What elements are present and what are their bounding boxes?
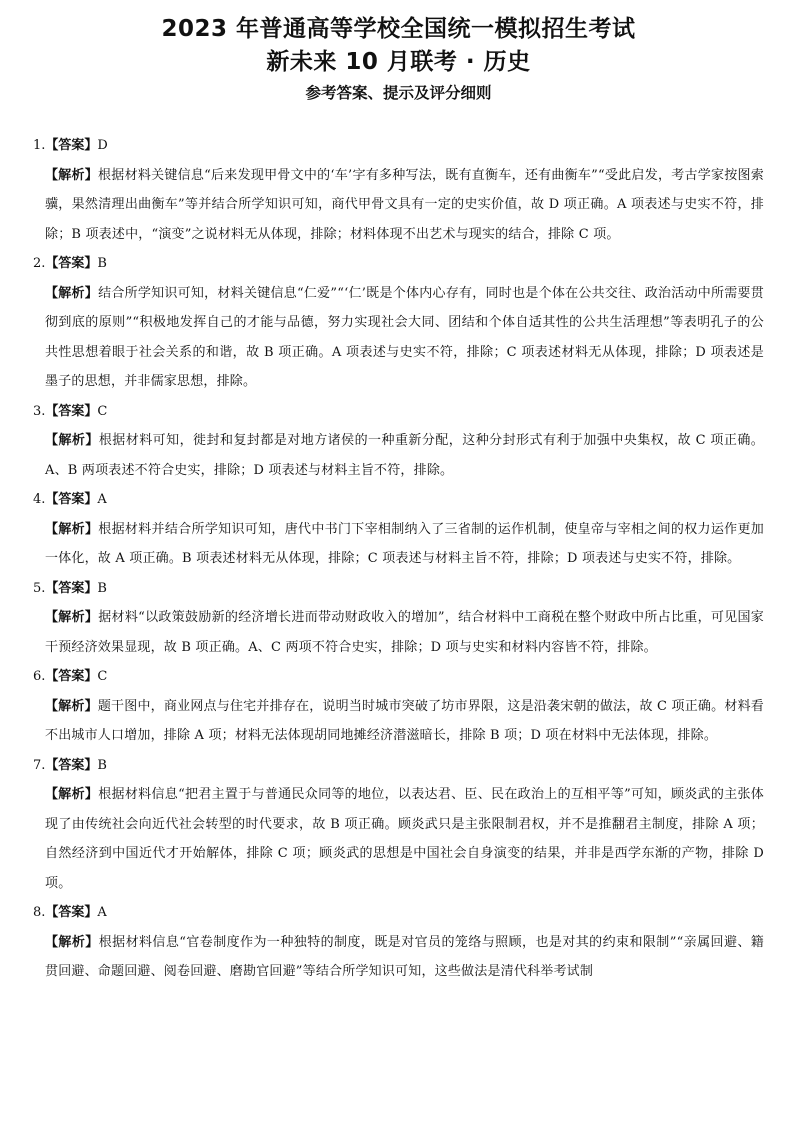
answer-tag: 【答案】	[45, 669, 98, 684]
answer-value: C	[97, 669, 108, 684]
page-title: 2023 年普通高等学校全国统一模拟招生考试	[161, 16, 636, 42]
answer-line	[33, 397, 764, 427]
answer-tag: 【答案】	[45, 905, 98, 920]
analysis-text: 结合所学知识可知，材料关键信息“仁爱”“‘仁’既是个体内心存有，同时也是个体在公共交往、政治活动中所需要贯彻到底的原则”“积极地发挥自己的才能与品德，努力实现社会大同、团结和个体自适其性的公共生活理想”等表明孔子的公共性思想着眼于社会关系的和谐，故 B 项正确。A 项表述与史实不符，排除；C 项表述材料无从体现，排除；D 项表述是墨子的思想，并非儒家思想，排除。	[45, 285, 764, 389]
analysis-paragraph	[33, 426, 764, 485]
analysis-paragraph	[33, 161, 764, 250]
question-item-3	[33, 397, 764, 486]
analysis-paragraph	[33, 928, 764, 987]
answer-tag: 【答案】	[45, 757, 98, 773]
analysis-text: 根据材料信息“把君主置于与普通民众同等的地位，以表达君、臣、民在政治上的互相平等”可知，顾炎武的主张体现了由传统社会向近代社会转型的时代要求，故 B 项正确。顾炎武只是主张限制君权，并不是推翻君主制度，排除 A 项；自然经济到中国近代才开始解体，排除 C 项；顾炎武的思想是中国社会自身演变的结果，并非是西学东渐的产物，排除 D 项。	[45, 787, 764, 891]
answer-value: B	[97, 256, 107, 271]
question-number: 3.	[33, 403, 46, 419]
answer-line	[33, 485, 764, 515]
question-number: 1.	[33, 138, 46, 153]
answer-tag: 【答案】	[45, 256, 98, 271]
question-item-6	[33, 662, 764, 751]
answer-value: B	[97, 757, 107, 773]
answer-value: B	[97, 580, 107, 596]
question-item-8	[33, 898, 764, 987]
analysis-tag: 【解析】	[45, 934, 99, 950]
analysis-tag: 【解析】	[45, 698, 98, 714]
analysis-text: 根据材料关键信息“后来发现甲骨文中的‘车’字有多种写法，既有直衡车，还有曲衡车”“受此启发，考古学家按图索骥，果然清理出曲衡车”等并结合所学知识可知，商代甲骨文具有一定的史实价值，故 D 项正确。A 项表述与史实不符，排除；B 项表述中，“演变”之说材料无从体现，排除；材料体现不出艺术与现实的结合，排除 C 项。	[45, 167, 764, 242]
answer-tag: 【答案】	[45, 492, 98, 507]
analysis-paragraph	[33, 780, 764, 898]
question-number: 5.	[33, 580, 46, 596]
analysis-text: 根据材料信息“官卷制度作为一种独特的制度，既是对官员的笼络与照顾，也是对其的约束和限制”“亲属回避、籍贯回避、命题回避、阅卷回避、磨勘官回避”等结合所学知识可知，这些做法是清代科举考试制	[45, 934, 764, 979]
answer-tag: 【答案】	[45, 403, 98, 419]
answer-tag: 【答案】	[45, 580, 98, 596]
question-item-7	[33, 751, 764, 899]
answer-value: C	[97, 403, 108, 419]
answer-line	[33, 131, 764, 161]
analysis-tag: 【解析】	[45, 521, 99, 537]
analysis-text: 题干图中，商业网点与住宅并排存在，说明当时城市突破了坊市界限，这是沿袭宋朝的做法，故 C 项正确。材料看不出城市人口增加，排除 A 项；材料无法体现胡同地摊经济潜滋暗长，排除 B 项；D 项在材料中无法体现，排除。	[45, 698, 764, 743]
question-item-2	[33, 249, 764, 397]
analysis-tag: 【解析】	[45, 433, 99, 448]
analysis-paragraph	[33, 279, 764, 397]
question-number: 4.	[33, 492, 46, 507]
answer-list	[33, 131, 764, 987]
analysis-tag: 【解析】	[45, 610, 99, 625]
analysis-text: 根据材料可知，徙封和复封都是对地方诸侯的一种重新分配，这种分封形式有利于加强中央集权，故 C 项正确。A、B 两项表述不符合史实，排除；D 项表述与材料主旨不符，排除。	[45, 433, 764, 478]
answer-line	[33, 898, 764, 928]
analysis-paragraph	[33, 603, 764, 662]
answer-line	[33, 249, 764, 279]
analysis-tag: 【解析】	[45, 285, 99, 301]
question-number: 6.	[33, 669, 46, 684]
answer-key-heading: 参考答案、提示及评分细则	[305, 84, 492, 102]
analysis-tag: 【解析】	[45, 787, 99, 802]
question-number: 2.	[33, 256, 46, 271]
question-item-5	[33, 574, 764, 663]
exam-subtitle: 新未来 10 月联考 · 历史	[266, 49, 531, 75]
analysis-paragraph	[33, 692, 764, 751]
question-item-1	[33, 131, 764, 249]
analysis-tag: 【解析】	[45, 167, 99, 183]
question-number: 7.	[33, 757, 46, 773]
analysis-text: 根据材料并结合所学知识可知，唐代中书门下宰相制纳入了三省制的运作机制，使皇帝与宰相之间的权力运作更加一体化，故 A 项正确。B 项表述材料无从体现，排除；C 项表述与材料主旨不符，排除；D 项表述与史实不符，排除。	[45, 521, 764, 566]
answer-line	[33, 574, 764, 604]
question-number: 8.	[33, 905, 46, 920]
answer-line	[33, 662, 764, 692]
answer-value: A	[97, 905, 107, 920]
analysis-text: 据材料“以政策鼓励新的经济增长进而带动财政收入的增加”，结合材料中工商税在整个财政中所占比重，可见国家干预经济效果显现，故 B 项正确。A、C 两项不符合史实，排除；D 项与史实和材料内容皆不符，排除。	[45, 610, 764, 655]
question-item-4	[33, 485, 764, 574]
answer-value: A	[97, 492, 107, 507]
analysis-paragraph	[33, 515, 764, 574]
answer-line	[33, 751, 764, 781]
answer-value: D	[97, 138, 108, 153]
answer-tag: 【答案】	[45, 138, 98, 153]
